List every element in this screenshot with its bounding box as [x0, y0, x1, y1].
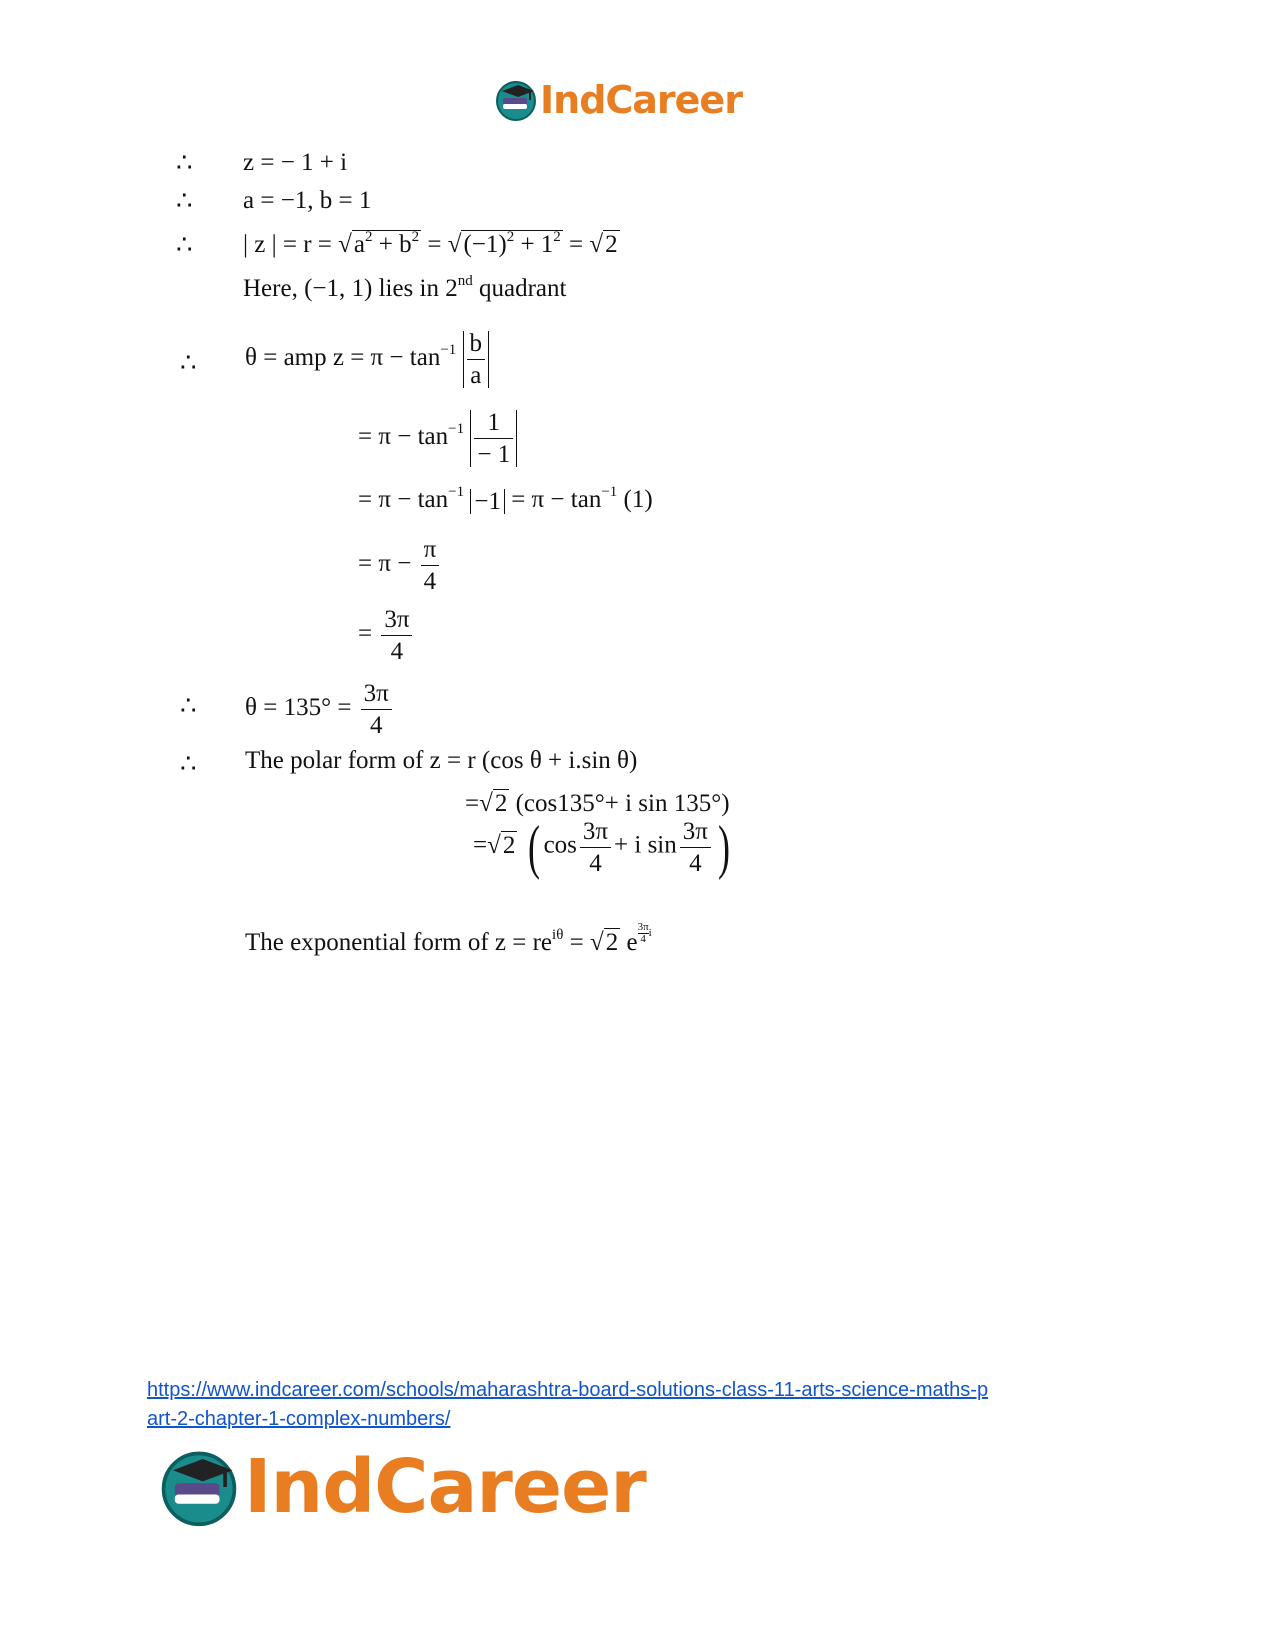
therefore-symbol: ∴ [180, 348, 197, 377]
header-logo[interactable] [494, 78, 742, 122]
equation-theta-degrees: θ = 135° = $\frac{3\pi}{4}$ [245, 681, 395, 738]
equation-step-1: = $\pi - \tan^{-1}$ $\frac{1}{- 1}$ [358, 410, 517, 467]
logo-wordmark: IndCareer [244, 1444, 646, 1530]
globe-graduation-icon [158, 1446, 240, 1528]
therefore-symbol: ∴ [176, 230, 193, 259]
therefore-symbol: ∴ [180, 749, 197, 778]
polar-form-step-1: =√2 (cos135°+ i sin 135°) [465, 790, 730, 817]
polar-form-line: The polar form of z = r (cos θ + i.sin θ) [245, 747, 638, 774]
equation-ab: a = −1, b = 1 [243, 187, 372, 214]
equation-theta: θ = amp $z = \pi - \tan^{-1}$ $\frac{b}{a}$ [245, 331, 489, 388]
polar-form-step-2: =√2 ( cos $\frac{3\pi}{4}$ + i sin $\frac{3\pi}{4}$ ) [473, 814, 730, 880]
equation-step-4: = $\frac{3\pi}{4}$ [358, 607, 415, 664]
therefore-symbol: ∴ [180, 691, 197, 720]
quadrant-note: Here, (−1, 1) lies in 2nd quadrant [243, 272, 567, 302]
equation-z: z = − 1 + i [243, 149, 348, 176]
therefore-symbol: ∴ [176, 148, 193, 177]
equation-modulus: | z | = $r = √a^2 + b^2 = √(-1)^2 + 1^2 = √2$ [243, 228, 618, 258]
equation-step-2: = $\pi - \tan^{-1} -1 = \pi - \tan^{-1} (1)$ [358, 483, 653, 515]
equation-step-3: = π − $\frac{\pi}{4}$ [358, 537, 442, 594]
globe-graduation-icon [494, 78, 538, 122]
source-link[interactable]: https://www.indcareer.com/schools/maharashtra-board-solutions-class-11-arts-science-maths-p art-2-chapter-1-complex-numbers/ [147, 1379, 989, 1430]
therefore-symbol: ∴ [176, 186, 193, 215]
exponential-form-line: The exponential form of $z = re^{i\theta} = √2$ e $\frac{3\pi}{4}$ i [245, 921, 652, 957]
footer-logo[interactable] [158, 1444, 646, 1530]
logo-wordmark: IndCareer [540, 78, 742, 122]
